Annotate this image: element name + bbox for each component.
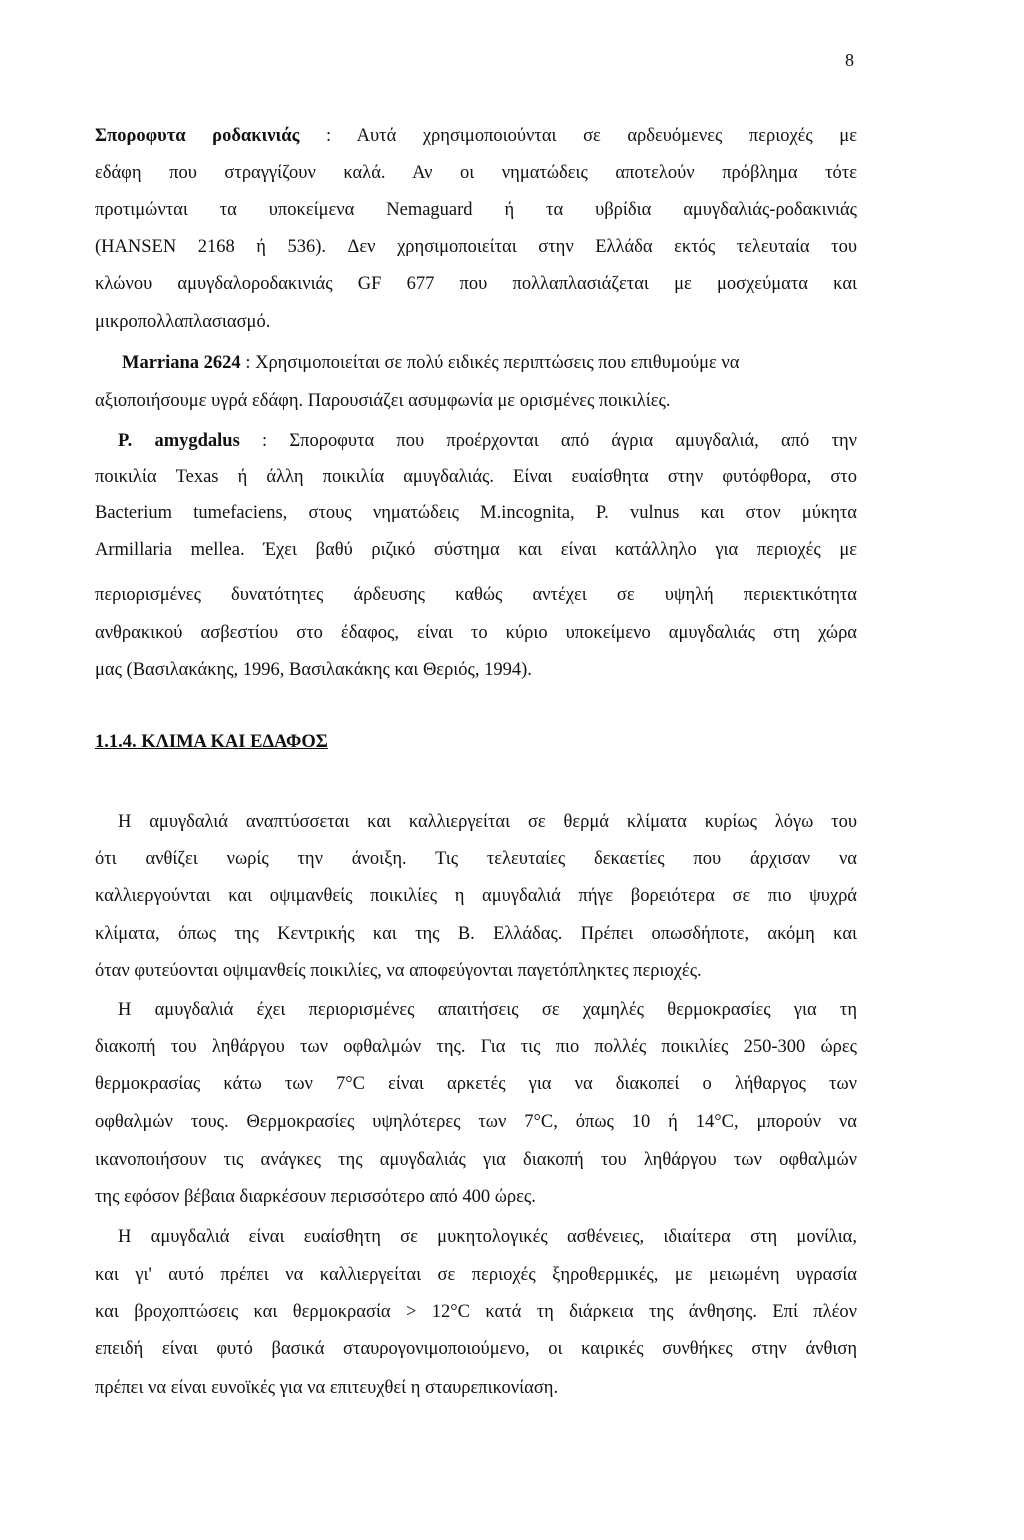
- text-line: μικροπολλαπλασιασμό.: [95, 312, 271, 332]
- text-fragment: : Σποροφυτα που προέρχονται από άγρια αμυγδαλιά, από την: [239, 431, 857, 451]
- text-line: εδάφη που στραγγίζουν καλά. Αν οι νηματώδεις αποτελούν πρόβλημα τότε: [95, 163, 857, 183]
- text-line: ότι ανθίζει νωρίς την άνοιξη. Τις τελευταίες δεκαετίες που άρχισαν να: [95, 849, 857, 869]
- text-line: [122, 352, 739, 374]
- text-line: όταν φυτεύονται οψιμανθείς ποικιλίες, να αποφεύγονται παγετόπληκτες περιοχές.: [95, 961, 702, 981]
- text-line: αξιοποιήσουμε υγρά εδάφη. Παρουσιάζει ασυμφωνία με ορισμένες ποικιλίες.: [95, 391, 671, 411]
- text-line: Η αμυγδαλιά έχει περιορισμένες απαιτήσεις σε χαμηλές θερμοκρασίες για τη: [118, 1000, 857, 1020]
- term-amygdalus: P. amygdalus: [118, 431, 240, 451]
- text-line: κλίματα, όπως της Κεντρικής και της Β. Ελλάδας. Πρέπει οπωσδήποτε, ακόμη και: [95, 924, 857, 944]
- text-line: ανθρακικού ασβεστίου στο έδαφος, είναι το κύριο υποκείμενο αμυγδαλιάς στη χώρα: [95, 623, 857, 643]
- text-line: [95, 125, 857, 147]
- text-line: Η αμυγδαλιά είναι ευαίσθητη σε μυκητολογικές ασθένειες, ιδιαίτερα στη μονίλια,: [118, 1227, 857, 1247]
- text-line: μας (Βασιλακάκης, 1996, Βασιλακάκης και Θεριός, 1994).: [95, 660, 532, 680]
- text-line: ποικιλία Texas ή άλλη ποικιλία αμυγδαλιάς. Είναι ευαίσθητα στην φυτόφθορα, στο: [95, 467, 857, 487]
- text-line: της εφόσον βέβαια διαρκέσουν περισσότερο από 400 ώρες.: [95, 1187, 536, 1207]
- text-line: και βροχοπτώσεις και θερμοκρασία > 12°C κατά τη διάρκεια της άνθησης. Επί πλέον: [95, 1302, 857, 1322]
- page-number: 8: [845, 50, 854, 70]
- text-line: περιορισμένες δυνατότητες άρδευσης καθώς αντέχει σε υψηλή περιεκτικότητα: [95, 585, 857, 605]
- text-line: ικανοποιήσουν τις ανάγκες της αμυγδαλιάς για διακοπή του ληθάργου των οφθαλμών: [95, 1150, 857, 1170]
- text-line: επειδή είναι φυτό βασικά σταυρογονιμοποιούμενο, οι καιρικές συνθήκες στην άνθιση: [95, 1339, 857, 1359]
- term-marriana: Marriana 2624: [122, 353, 241, 373]
- text-line: πρέπει να είναι ευνοϊκές για να επιτευχθεί η σταυρεπικονίαση.: [95, 1378, 559, 1398]
- text-line: κλώνου αμυγδαλοροδακινιάς GF 677 που πολλαπλασιάζεται με μοσχεύματα και: [95, 274, 857, 294]
- text-line: και γι' αυτό πρέπει να καλλιεργείται σε περιοχές ξηροθερμικές, με μειωμένη υγρασία: [95, 1265, 857, 1285]
- text-line: θερμοκρασίας κάτω των 7°C είναι αρκετές για να διακοπεί ο λήθαργος των: [95, 1074, 857, 1094]
- text-line: Η αμυγδαλιά αναπτύσσεται και καλλιεργείται σε θερμά κλίματα κυρίως λόγω του: [118, 812, 857, 832]
- text-line: [118, 430, 857, 452]
- text-line: καλλιεργούνται και οψιμανθείς ποικιλίες η αμυγδαλιά πήγε βορειότερα σε πιο ψυχρά: [95, 886, 857, 906]
- text-fragment: : Χρησιμοποιείται σε πολύ ειδικές περιπτώσεις που επιθυμούμε να: [240, 353, 740, 373]
- text-fragment: : Αυτά χρησιμοποιούνται σε αρδευόμενες περιοχές με: [299, 126, 857, 146]
- section-heading: 1.1.4. ΚΛΙΜΑ ΚΑΙ ΕΔΑΦΟΣ: [95, 732, 328, 752]
- term-peach-seedlings: Σποροφυτα ροδακινιάς: [95, 126, 300, 146]
- text-line: Armillaria mellea. Έχει βαθύ ριζικό σύστημα και είναι κατάλληλο για περιοχές με: [95, 540, 857, 560]
- text-line: Bacterium tumefaciens, στους νηματώδεις M.incognita, P. vulnus και στον μύκητα: [95, 503, 857, 523]
- text-line: (HANSEN 2168 ή 536). Δεν χρησιμοποιείται στην Ελλάδα εκτός τελευταία του: [95, 237, 857, 257]
- text-line: προτιμώνται τα υποκείμενα Nemaguard ή τα υβρίδια αμυγδαλιάς-ροδακινιάς: [95, 200, 857, 220]
- text-line: διακοπή του ληθάργου των οφθαλμών της. Για τις πιο πολλές ποικιλίες 250-300 ώρες: [95, 1037, 857, 1057]
- text-line: οφθαλμών τους. Θερμοκρασίες υψηλότερες των 7°C, όπως 10 ή 14°C, μπορούν να: [95, 1112, 857, 1132]
